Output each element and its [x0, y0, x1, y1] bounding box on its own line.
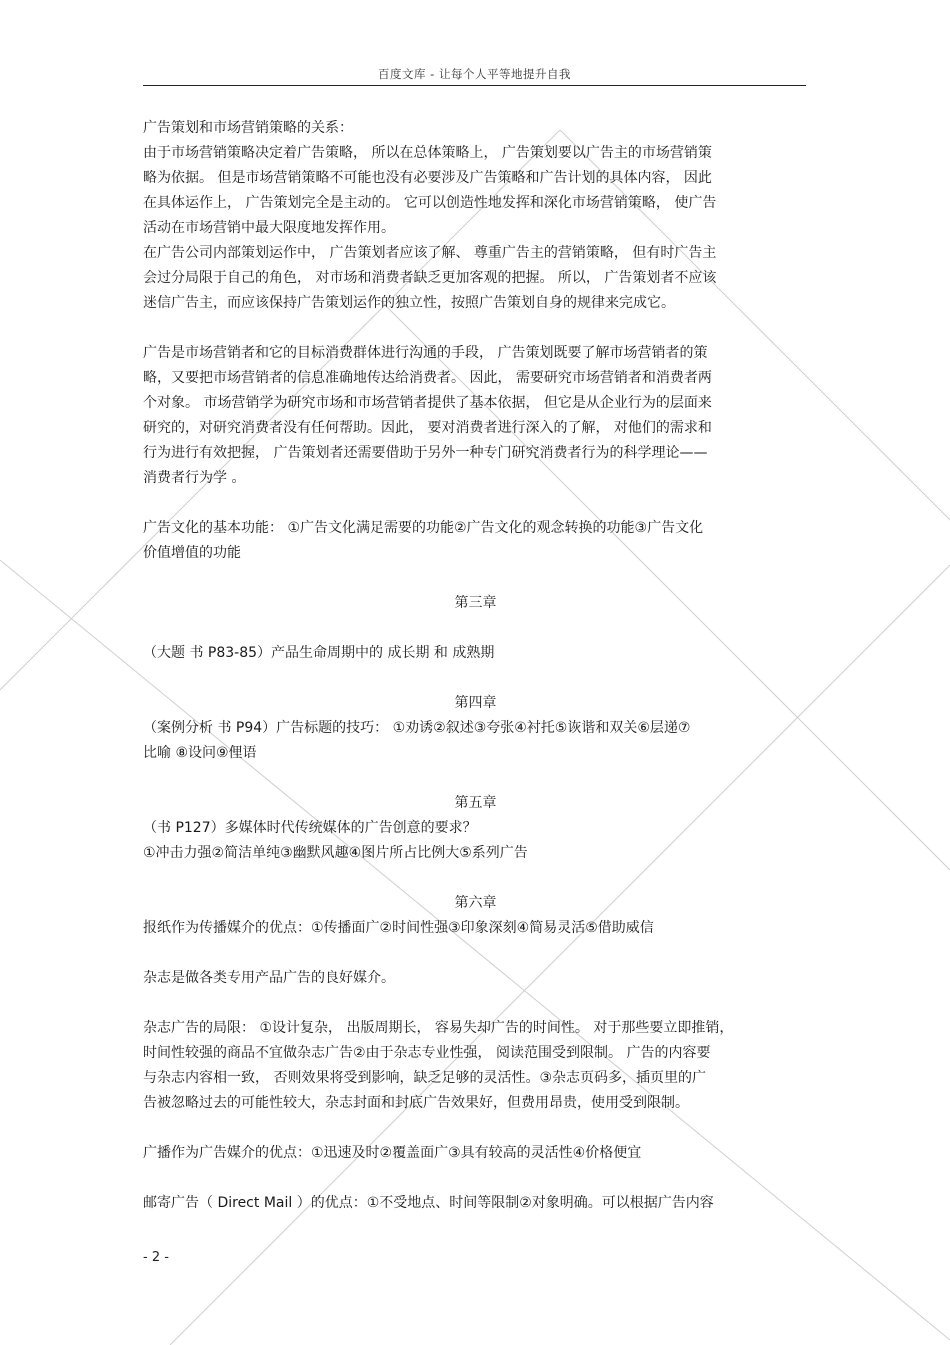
chapter-heading-6: 第六章 [454, 895, 497, 911]
blank-line [143, 1116, 808, 1141]
text-line: （案例分析 书 P94）广告标题的技巧： ①劝诱②叙述③夸张④衬托⑤诙谐和双关⑥层递⑦ [143, 720, 691, 736]
text-line: 广告是市场营销者和它的目标消费群体进行沟通的手段， 广告策划既要了解市场营销者的策 [143, 345, 708, 361]
text-line: ①冲击力强②简洁单纯③幽默风趣④图片所占比例大⑤系列广告 [143, 845, 528, 861]
text-line: 行为进行有效把握， 广告策划者还需要借助于另外一种专门研究消费者行为的科学理论—— [143, 445, 708, 461]
text-line: 邮寄广告（ Direct Mail ）的优点：①不受地点、时间等限制②对象明确。可以根据广告内容 [143, 1195, 714, 1211]
text-line: 广告文化的基本功能： ①广告文化满足需要的功能②广告文化的观念转换的功能③广告文化 [143, 520, 704, 536]
blank-line [143, 666, 808, 691]
text-line: 在具体运作上， 广告策划完全是主动的。 它可以创造性地发挥和深化市场营销策略， 使广告 [143, 195, 717, 211]
blank-line [143, 941, 808, 966]
chapter-heading-3: 第三章 [454, 595, 497, 611]
blank-line [143, 491, 808, 516]
blank-line [143, 866, 808, 891]
blank-line [143, 616, 808, 641]
text-line: 与杂志内容相一致， 否则效果将受到影响，缺乏足够的灵活性。③杂志页码多，插页里的广 [143, 1070, 706, 1086]
blank-line [143, 1166, 808, 1191]
text-line: （书 P127）多媒体时代传统媒体的广告创意的要求？ [143, 820, 477, 836]
text-line: 研究的，对研究消费者没有任何帮助。因此， 要对消费者进行深入的了解， 对他们的需求和 [143, 420, 712, 436]
text-line: 在广告公司内部策划运作中， 广告策划者应该了解、 尊重广告主的营销策略， 但有时广告主 [143, 245, 717, 261]
text-line: 告被忽略过去的可能性较大，杂志封面和封底广告效果好，但费用昂贵，使用受到限制。 [143, 1095, 689, 1111]
page-number: - 2 - [143, 1250, 169, 1265]
text-line: 个对象。 市场营销学为研究市场和市场营销者提供了基本依据， 但它是从企业行为的层面来 [143, 395, 712, 411]
text-line: 杂志广告的局限： ①设计复杂， 出版周期长， 容易失却广告的时间性。 对于那些要立即推销， [143, 1020, 734, 1036]
chapter-heading-5: 第五章 [454, 795, 497, 811]
blank-line [143, 991, 808, 1016]
text-line: 比喻 ⑧设问⑨俚语 [143, 745, 257, 761]
text-line: 广播作为广告媒介的优点：①迅速及时②覆盖面广③具有较高的灵活性④价格便宜 [143, 1145, 642, 1161]
header-divider [143, 85, 806, 86]
document-body [143, 116, 808, 1216]
text-line: 杂志是做各类专用产品广告的良好媒介。 [143, 970, 395, 986]
blank-line [143, 766, 808, 791]
text-line: 活动在市场营销中最大限度地发挥作用。 [143, 220, 395, 236]
text-line: 由于市场营销策略决定着广告策略， 所以在总体策略上， 广告策划要以广告主的市场营销策 [143, 145, 712, 161]
chapter-heading-4: 第四章 [454, 695, 497, 711]
blank-line [143, 566, 808, 591]
text-line: 时间性较强的商品不宜做杂志广告②由于杂志专业性强， 阅读范围受到限制。 广告的内容要 [143, 1045, 711, 1061]
text-line: 价值增值的功能 [143, 545, 241, 561]
page-header: 百度文库 - 让每个人平等地提升自我 [378, 67, 571, 81]
text-line: 报纸作为传播媒介的优点：①传播面广②时间性强③印象深刻④简易灵活⑤借助威信 [143, 920, 654, 936]
text-line: 略，又要把市场营销者的信息准确地传达给消费者。 因此， 需要研究市场营销者和消费者两 [143, 370, 712, 386]
text-line: （大题 书 P83-85）产品生命周期中的 成长期 和 成熟期 [143, 645, 495, 661]
text-line: 会过分局限于自己的角色， 对市场和消费者缺乏更加客观的把握。 所以， 广告策划者不应该 [143, 270, 717, 286]
text-line: 迷信广告主，而应该保持广告策划运作的独立性，按照广告策划自身的规律来完成它。 [143, 295, 675, 311]
text-line: 广告策划和市场营销策略的关系： [143, 120, 353, 136]
text-line: 消费者行为学 。 [143, 470, 246, 486]
blank-line [143, 316, 808, 341]
text-line: 略为依据。 但是市场营销策略不可能也没有必要涉及广告策略和广告计划的具体内容， 因此 [143, 170, 712, 186]
